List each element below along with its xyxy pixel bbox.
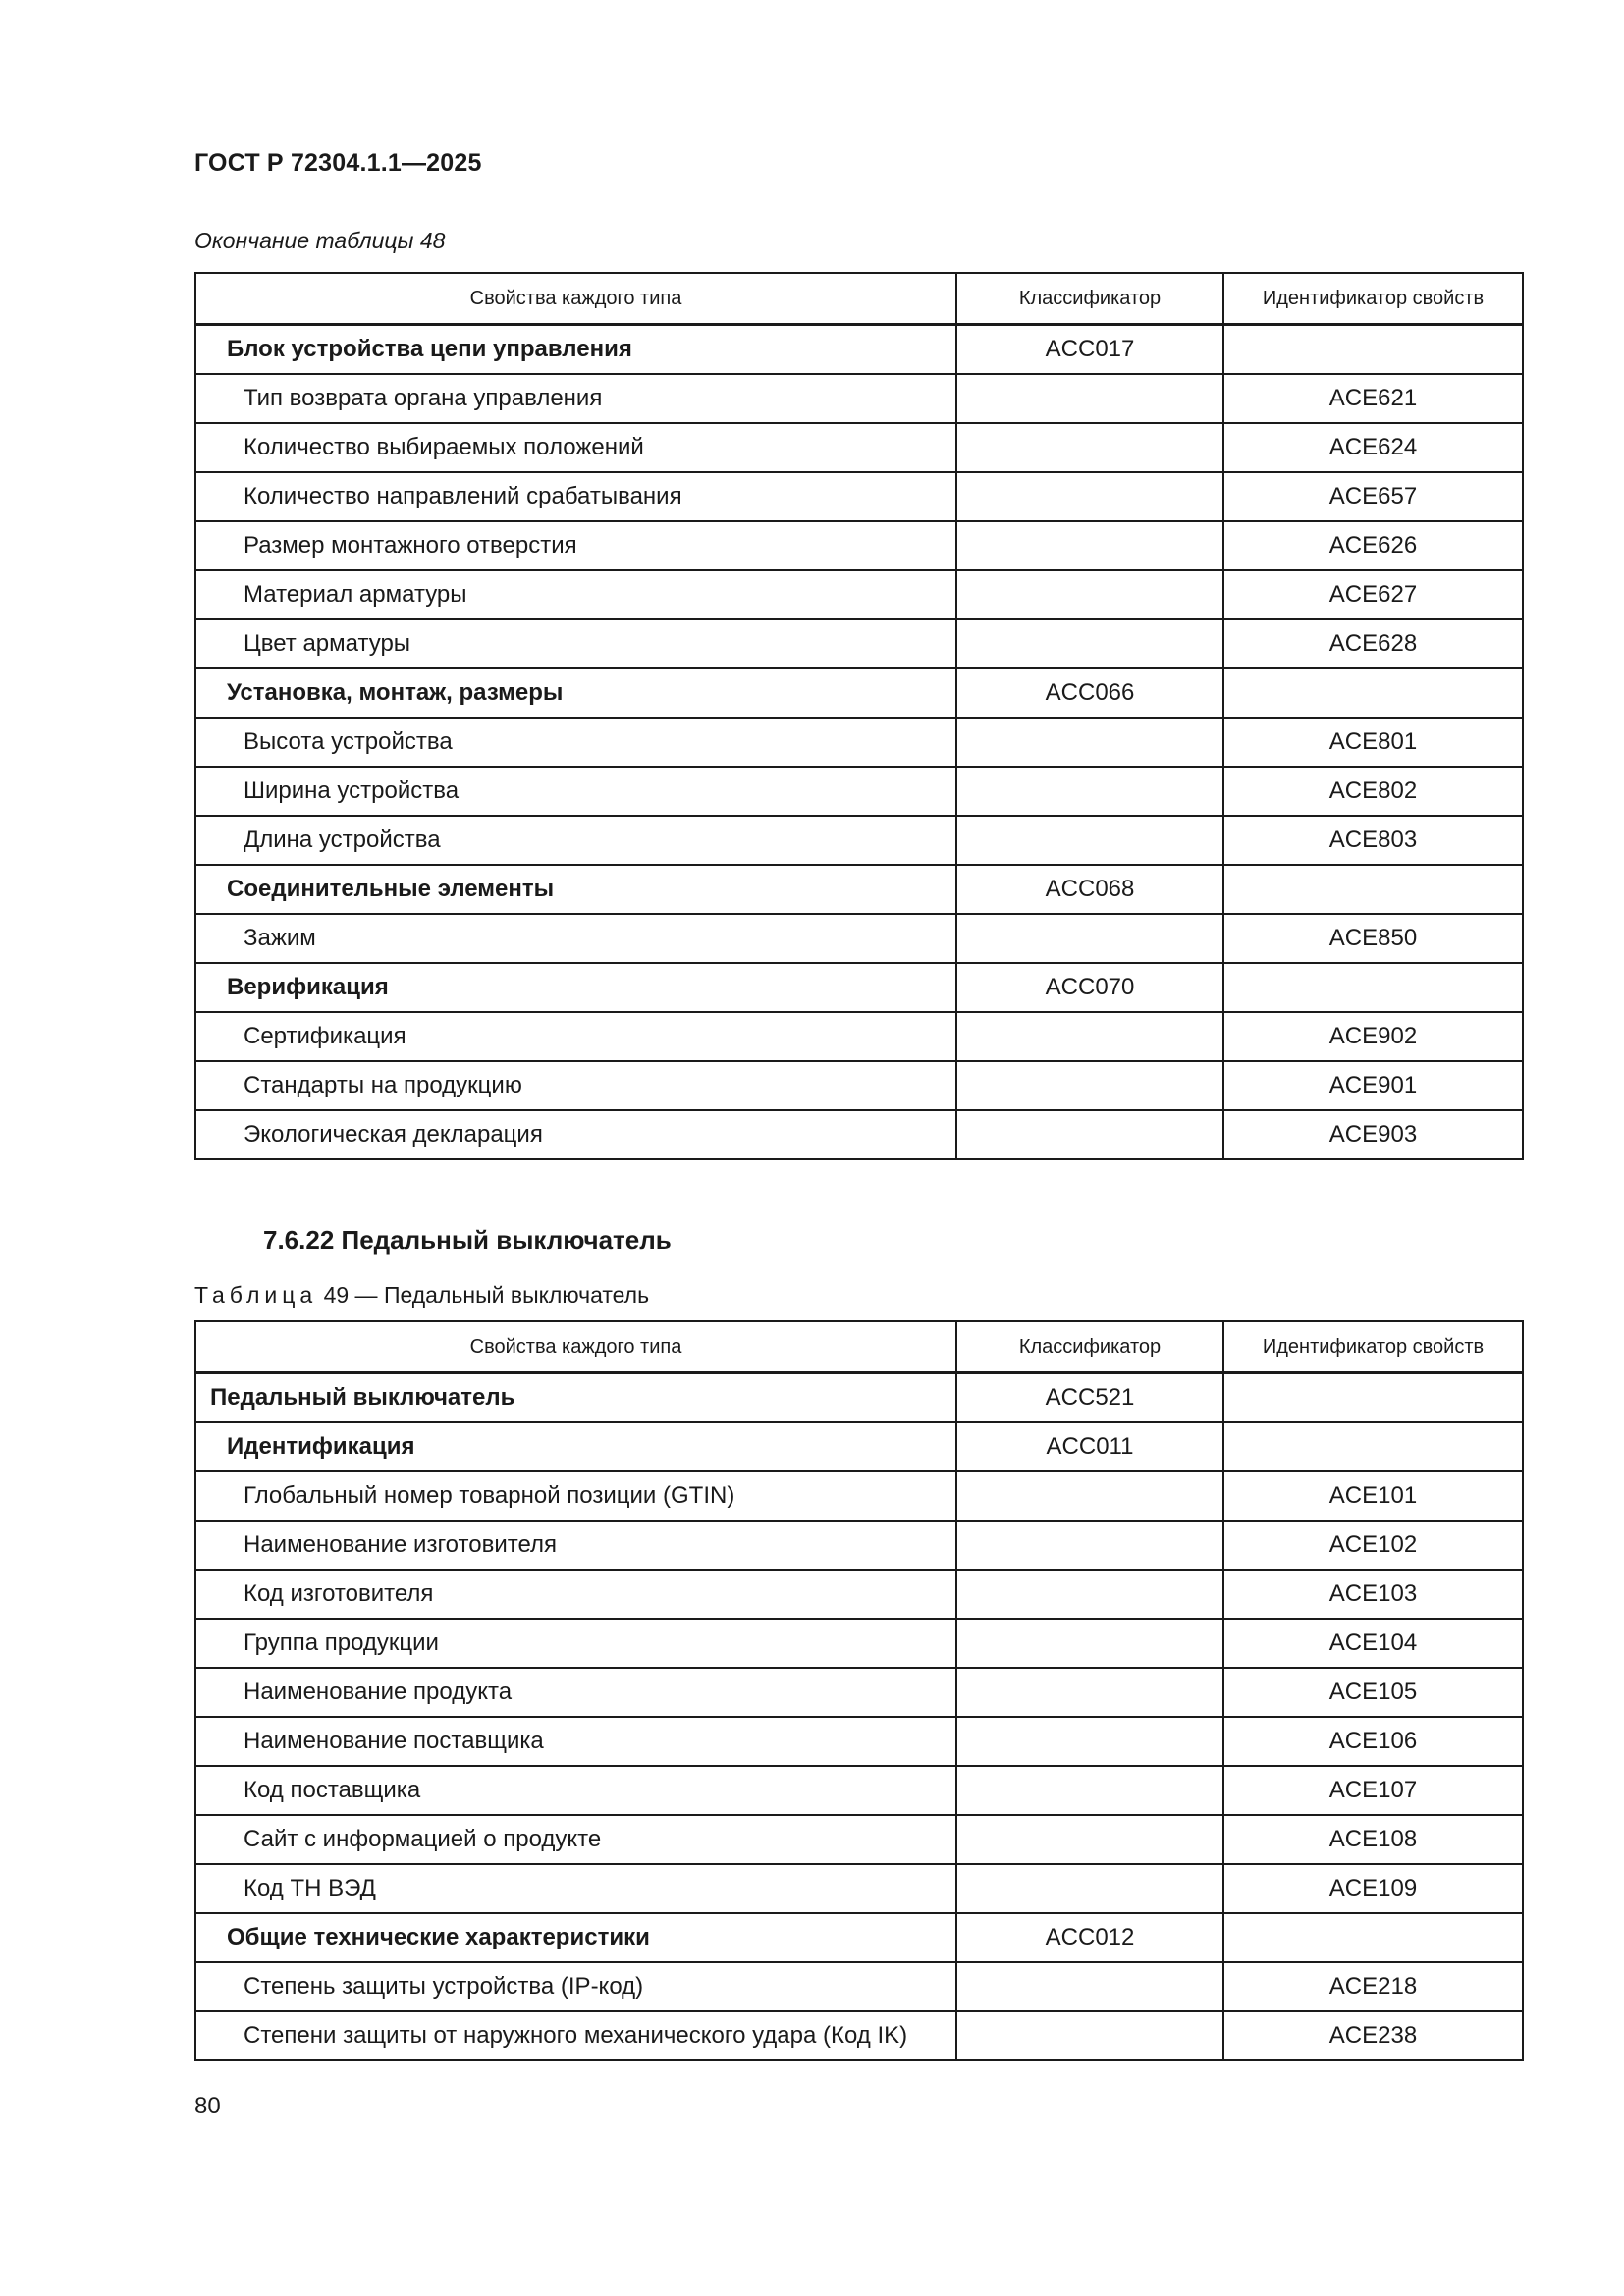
- property-name: Наименование изготовителя: [195, 1521, 956, 1570]
- property-name: Количество выбираемых положений: [195, 423, 956, 472]
- property-id-cell: ACE104: [1223, 1619, 1523, 1668]
- classifier-cell: ACC017: [956, 325, 1223, 375]
- property-name: Зажим: [195, 914, 956, 963]
- classifier-cell: [956, 1864, 1223, 1913]
- property-id-cell: ACE901: [1223, 1061, 1523, 1110]
- table-row: [195, 1864, 1523, 1913]
- table-row: [195, 1619, 1523, 1668]
- table-row: [195, 472, 1523, 521]
- property-name: Группа продукции: [195, 1619, 956, 1668]
- property-id-cell: ACE105: [1223, 1668, 1523, 1717]
- classifier-cell: [956, 718, 1223, 767]
- column-header-properties: Свойства каждого типа: [195, 273, 956, 325]
- property-group-name: Идентификация: [195, 1422, 956, 1471]
- table-row: [195, 718, 1523, 767]
- table-row: [195, 1913, 1523, 1962]
- table-header-row: [195, 1321, 1523, 1373]
- property-name: Сайт с информацией о продукте: [195, 1815, 956, 1864]
- classifier-cell: [956, 1619, 1223, 1668]
- classifier-cell: [956, 914, 1223, 963]
- property-id-cell: ACE238: [1223, 2011, 1523, 2060]
- column-header-properties: Свойства каждого типа: [195, 1321, 956, 1373]
- product-type-name: Педальный выключатель: [195, 1373, 956, 1423]
- classifier-cell: [956, 1110, 1223, 1159]
- property-id-cell: [1223, 1913, 1523, 1962]
- property-id-cell: ACE107: [1223, 1766, 1523, 1815]
- property-id-cell: ACE102: [1223, 1521, 1523, 1570]
- table-row: [195, 668, 1523, 718]
- classifier-cell: [956, 1766, 1223, 1815]
- property-id-cell: ACE106: [1223, 1717, 1523, 1766]
- property-name: Степени защиты от наружного механического удара (Код IK): [195, 2011, 956, 2060]
- property-name: Код ТН ВЭД: [195, 1864, 956, 1913]
- classifier-cell: [956, 1012, 1223, 1061]
- column-header-property-id: Идентификатор свойств: [1223, 273, 1523, 325]
- table-row: [195, 1717, 1523, 1766]
- table-caption-title: 49 — Педальный выключатель: [323, 1282, 650, 1308]
- classifier-cell: [956, 1471, 1223, 1521]
- property-group-name: Установка, монтаж, размеры: [195, 668, 956, 718]
- classifier-cell: [956, 423, 1223, 472]
- classifier-cell: [956, 374, 1223, 423]
- table-caption-word: Таблица: [194, 1282, 318, 1308]
- table-48: [194, 272, 1524, 1160]
- property-id-cell: ACE628: [1223, 619, 1523, 668]
- column-header-property-id: Идентификатор свойств: [1223, 1321, 1523, 1373]
- property-name: Материал арматуры: [195, 570, 956, 619]
- property-group-name: Блок устройства цепи управления: [195, 325, 956, 375]
- classifier-cell: ACC521: [956, 1373, 1223, 1423]
- classifier-cell: [956, 1570, 1223, 1619]
- table-row: [195, 1668, 1523, 1717]
- property-name: Код поставщика: [195, 1766, 956, 1815]
- table-48-continuation-caption: Окончание таблицы 48: [194, 228, 446, 253]
- table-row: [195, 619, 1523, 668]
- table-row: [195, 1815, 1523, 1864]
- table-row: [195, 423, 1523, 472]
- classifier-cell: ACC066: [956, 668, 1223, 718]
- classifier-cell: [956, 1668, 1223, 1717]
- classifier-cell: ACC012: [956, 1913, 1223, 1962]
- section-heading: 7.6.22 Педальный выключатель: [263, 1225, 672, 1255]
- property-id-cell: ACE624: [1223, 423, 1523, 472]
- table-row: [195, 2011, 1523, 2060]
- property-id-cell: ACE109: [1223, 1864, 1523, 1913]
- table-row: [195, 521, 1523, 570]
- table-row: [195, 914, 1523, 963]
- property-name: Наименование продукта: [195, 1668, 956, 1717]
- property-name: Степень защиты устройства (IP-код): [195, 1962, 956, 2011]
- classifier-cell: [956, 472, 1223, 521]
- property-id-cell: ACE218: [1223, 1962, 1523, 2011]
- property-name: Длина устройства: [195, 816, 956, 865]
- classifier-cell: [956, 816, 1223, 865]
- classifier-cell: [956, 619, 1223, 668]
- classifier-cell: [956, 1717, 1223, 1766]
- classifier-cell: ACC070: [956, 963, 1223, 1012]
- property-id-cell: ACE103: [1223, 1570, 1523, 1619]
- table-row: [195, 1110, 1523, 1159]
- property-id-cell: ACE621: [1223, 374, 1523, 423]
- property-name: Количество направлений срабатывания: [195, 472, 956, 521]
- table-row: [195, 1521, 1523, 1570]
- property-id-cell: ACE802: [1223, 767, 1523, 816]
- table-49-caption: [194, 1282, 649, 1308]
- classifier-cell: [956, 1521, 1223, 1570]
- property-group-name: Соединительные элементы: [195, 865, 956, 914]
- classifier-cell: [956, 1061, 1223, 1110]
- property-id-cell: ACE803: [1223, 816, 1523, 865]
- table-row: [195, 1373, 1523, 1423]
- table-row: [195, 1422, 1523, 1471]
- property-id-cell: ACE108: [1223, 1815, 1523, 1864]
- property-id-cell: [1223, 1373, 1523, 1423]
- table-row: [195, 1962, 1523, 2011]
- property-name: Высота устройства: [195, 718, 956, 767]
- property-id-cell: ACE101: [1223, 1471, 1523, 1521]
- property-id-cell: ACE903: [1223, 1110, 1523, 1159]
- property-id-cell: [1223, 325, 1523, 375]
- property-id-cell: ACE627: [1223, 570, 1523, 619]
- property-name: Глобальный номер товарной позиции (GTIN): [195, 1471, 956, 1521]
- property-name: Сертификация: [195, 1012, 956, 1061]
- property-id-cell: [1223, 963, 1523, 1012]
- property-name: Тип возврата органа управления: [195, 374, 956, 423]
- column-header-classifier: Классификатор: [956, 273, 1223, 325]
- property-id-cell: [1223, 668, 1523, 718]
- table-row: [195, 374, 1523, 423]
- column-header-classifier: Классификатор: [956, 1321, 1223, 1373]
- table-row: [195, 963, 1523, 1012]
- property-id-cell: [1223, 865, 1523, 914]
- classifier-cell: [956, 1962, 1223, 2011]
- property-group-name: Общие технические характеристики: [195, 1913, 956, 1962]
- property-name: Код изготовителя: [195, 1570, 956, 1619]
- classifier-cell: [956, 1815, 1223, 1864]
- property-name: Экологическая декларация: [195, 1110, 956, 1159]
- table-row: [195, 570, 1523, 619]
- classifier-cell: [956, 570, 1223, 619]
- property-name: Размер монтажного отверстия: [195, 521, 956, 570]
- classifier-cell: [956, 2011, 1223, 2060]
- table-row: [195, 1012, 1523, 1061]
- document-code: ГОСТ Р 72304.1.1—2025: [194, 149, 482, 177]
- table-row: [195, 865, 1523, 914]
- property-id-cell: ACE657: [1223, 472, 1523, 521]
- table-49: [194, 1320, 1524, 2061]
- property-group-name: Верификация: [195, 963, 956, 1012]
- property-name: Цвет арматуры: [195, 619, 956, 668]
- table-row: [195, 325, 1523, 375]
- property-id-cell: ACE850: [1223, 914, 1523, 963]
- property-name: Стандарты на продукцию: [195, 1061, 956, 1110]
- table-row: [195, 1471, 1523, 1521]
- property-name: Наименование поставщика: [195, 1717, 956, 1766]
- classifier-cell: ACC068: [956, 865, 1223, 914]
- table-row: [195, 1061, 1523, 1110]
- property-id-cell: [1223, 1422, 1523, 1471]
- page-number: 80: [194, 2093, 221, 2119]
- table-row: [195, 1766, 1523, 1815]
- table-row: [195, 1570, 1523, 1619]
- property-id-cell: ACE801: [1223, 718, 1523, 767]
- table-row: [195, 767, 1523, 816]
- table-header-row: [195, 273, 1523, 325]
- classifier-cell: [956, 521, 1223, 570]
- property-id-cell: ACE902: [1223, 1012, 1523, 1061]
- classifier-cell: ACC011: [956, 1422, 1223, 1471]
- table-row: [195, 816, 1523, 865]
- property-id-cell: ACE626: [1223, 521, 1523, 570]
- classifier-cell: [956, 767, 1223, 816]
- property-name: Ширина устройства: [195, 767, 956, 816]
